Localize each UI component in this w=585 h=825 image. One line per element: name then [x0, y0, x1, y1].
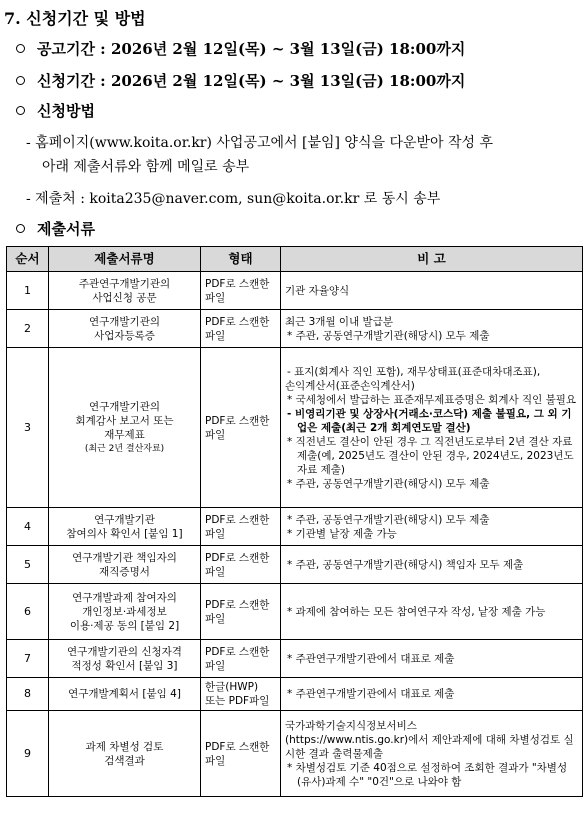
table-row — [7, 678, 583, 711]
doc-form-line: PDF로 스캔한 — [205, 414, 270, 427]
section-title: 7. 신청기간 및 방법 — [4, 9, 146, 28]
doc-name-line: 참여의사 확인서 [붙임 1] — [66, 527, 183, 540]
table-row — [7, 711, 583, 797]
doc-form-line: 파일 — [205, 565, 226, 578]
docs-heading — [16, 218, 95, 239]
table-row — [7, 310, 583, 348]
doc-remarks — [281, 348, 583, 508]
table-row — [7, 272, 583, 310]
remark-line: * 주관, 공동연구개발기관(해당시) 모두 제출 — [287, 477, 490, 490]
doc-form-line: PDF로 스캔한 — [205, 277, 270, 290]
doc-name-line: 회계감사 보고서 또는 — [75, 414, 174, 427]
doc-name-line: 재무제표 — [104, 428, 145, 441]
table-row — [7, 640, 583, 678]
row-number: 7 — [7, 640, 49, 678]
doc-form-line: PDF로 스캔한 — [205, 740, 270, 753]
doc-form-line: PDF로 스캔한 — [205, 598, 270, 611]
row-number: 8 — [7, 678, 49, 711]
remark-line: * 과제에 참여하는 모든 참여연구자 작성, 낱장 제출 가능 — [287, 605, 546, 618]
doc-remarks — [281, 310, 583, 348]
doc-name-line: 적정성 확인서 [붙임 3] — [71, 659, 178, 672]
table-row — [7, 508, 583, 546]
remark-line: 기관 자율양식 — [285, 284, 350, 297]
doc-form — [201, 711, 281, 797]
doc-remarks — [281, 640, 583, 678]
doc-name-line: 재직증명서 — [99, 565, 150, 578]
doc-name — [49, 508, 201, 546]
doc-remarks — [281, 711, 583, 797]
apply-period-value: 2026년 2월 12일(목) ~ 3월 13일(금) 18:00까지 — [110, 72, 466, 90]
doc-name — [49, 640, 201, 678]
doc-form-line: 한글(HWP) — [205, 681, 259, 693]
row-number: 3 — [7, 348, 49, 508]
doc-name-line: 연구개발기관의 — [88, 400, 160, 413]
doc-form — [201, 310, 281, 348]
row-number: 4 — [7, 508, 49, 546]
doc-name — [49, 546, 201, 584]
remark-line: * 주관연구개발기관에서 대표로 제출 — [287, 652, 455, 665]
remark-line: * 기관별 낱장 제출 가능 — [287, 527, 397, 540]
row-number: 6 — [7, 584, 49, 640]
doc-name-line: 연구개발계획서 [붙임 4] — [68, 688, 181, 700]
doc-form-line: 파일 — [205, 291, 226, 304]
doc-remarks — [281, 272, 583, 310]
circle-bullet-icon — [16, 106, 25, 115]
doc-name-sub: (최근 2년 결산자료) — [84, 443, 165, 454]
doc-name — [49, 678, 201, 711]
doc-name-line: 연구개발기관의 — [88, 315, 160, 328]
remark-line: * 차별성검토 기준 40점으로 설정하여 조회한 결과가 "차별성(유사)과제 수" "0건"으로 나와야 함 — [287, 761, 568, 788]
remark-line: 최근 3개월 이내 발급분 — [285, 315, 393, 328]
doc-form — [201, 678, 281, 711]
apply-period-label: 신청기간 : — [37, 72, 106, 90]
remark-line: * 주관연구개발기관에서 대표로 제출 — [287, 688, 455, 700]
method-heading — [16, 100, 95, 121]
doc-name — [49, 584, 201, 640]
header-form: 형태 — [201, 247, 281, 272]
docs-title: 제출서류 — [37, 220, 95, 238]
table-row — [7, 546, 583, 584]
doc-form-line: 파일 — [205, 428, 226, 441]
doc-form — [201, 272, 281, 310]
doc-form — [201, 584, 281, 640]
row-number: 2 — [7, 310, 49, 348]
doc-form — [201, 348, 281, 508]
doc-form — [201, 508, 281, 546]
doc-form-line: PDF로 스캔한 — [205, 513, 270, 526]
doc-remarks — [281, 584, 583, 640]
notice-period-value: 2026년 2월 12일(목) ~ 3월 13일(금) 18:00까지 — [110, 40, 466, 58]
remark-line: * 국세청에서 발급하는 표준재무제표증명은 회계사 직인 불필요 — [287, 393, 576, 406]
doc-name-line: 주관연구개발기관의 — [78, 277, 171, 290]
remark-line: - 표지(회계사 직인 포함), 재무상태표(표준대차대조표), — [287, 365, 541, 378]
remark-line: 국가과학기술지식정보서비스 — [285, 719, 417, 732]
doc-form-line: 파일 — [205, 659, 226, 672]
header-no: 순서 — [7, 247, 49, 272]
doc-remarks — [281, 508, 583, 546]
doc-name-line: 연구개발기관 책임자의 — [72, 551, 177, 564]
documents-table — [6, 246, 583, 797]
remark-line: 손익계산서(표준손익계산서) — [285, 379, 415, 392]
doc-remarks — [281, 678, 583, 711]
notice-period — [16, 38, 465, 59]
doc-form-line: PDF로 스캔한 — [205, 645, 270, 658]
circle-bullet-icon — [16, 224, 25, 233]
method-title: 신청방법 — [37, 102, 95, 120]
circle-bullet-icon — [16, 76, 25, 85]
doc-name — [49, 310, 201, 348]
doc-name — [49, 348, 201, 508]
method-line-1: - 홈페이지(www.koita.or.kr) 사업공고에서 [붙임] 양식을 다운받아 작성 후 — [26, 135, 494, 151]
remark-line: * 주관, 공동연구개발기관(해당시) 모두 제출 — [287, 513, 490, 526]
doc-form-line: 파일 — [205, 612, 226, 625]
doc-form-line: 파일 — [205, 527, 226, 540]
doc-name-line: 연구개발과제 참여자의 — [72, 591, 177, 604]
row-number: 5 — [7, 546, 49, 584]
doc-form-line: 파일 — [205, 329, 226, 342]
table-header-row — [7, 247, 583, 272]
doc-name-line: 사업자등록증 — [94, 329, 155, 342]
header-doc-name: 제출서류명 — [49, 247, 201, 272]
remark-line: * 주관, 공동연구개발기관(해당시) 책임자 모두 제출 — [287, 558, 524, 571]
doc-form — [201, 640, 281, 678]
circle-bullet-icon — [16, 44, 25, 53]
remark-line: - 비영리기관 및 상장사(거래소·코스닥) 제출 불필요, 그 외 기업은 제출(최근 2개 회계연도말 결산) — [287, 407, 572, 434]
doc-name-line: 사업신청 공문 — [92, 291, 157, 304]
doc-form-line: PDF로 스캔한 — [205, 315, 270, 328]
remark-line: * 직전년도 결산이 안된 경우 그 직전년도로부터 2년 결산 자료 제출(예, 2025년도 결산이 안된 경우, 2024년도, 2023년도 자료 제출) — [287, 435, 574, 476]
row-number: 9 — [7, 711, 49, 797]
doc-name-line: 이용·제공 동의 [붙임 2] — [69, 619, 180, 632]
doc-name — [49, 272, 201, 310]
doc-name-line: 연구개발기관 — [94, 513, 155, 526]
table-row — [7, 584, 583, 640]
doc-name — [49, 711, 201, 797]
doc-name-line: 검색결과 — [104, 754, 145, 767]
method-line-2: 아래 제출서류와 함께 메일로 송부 — [42, 159, 250, 175]
doc-form-line: PDF로 스캔한 — [205, 551, 270, 564]
doc-form-line: 또는 PDF파일 — [205, 695, 270, 707]
doc-name-line: 연구개발기관의 신청자격 — [67, 645, 182, 658]
doc-name-line: 과제 차별성 검토 — [85, 740, 164, 753]
remark-line: (https://www.ntis.go.kr)에서 제안과제에 대해 차별성검토 실시한 결과 출력물제출 — [285, 733, 574, 760]
doc-form — [201, 546, 281, 584]
doc-name-line: 개인정보·과세정보 — [82, 605, 167, 618]
header-remarks: 비 고 — [281, 247, 583, 272]
apply-period — [16, 70, 465, 91]
table-row — [7, 348, 583, 508]
notice-period-label: 공고기간 : — [37, 40, 106, 58]
doc-form-line: 파일 — [205, 754, 226, 767]
doc-remarks — [281, 546, 583, 584]
method-line-3: - 제출처 : koita235@naver.com, sun@koita.or.kr 로 동시 송부 — [26, 191, 441, 207]
row-number: 1 — [7, 272, 49, 310]
remark-line: * 주관, 공동연구개발기관(해당시) 모두 제출 — [287, 329, 490, 342]
